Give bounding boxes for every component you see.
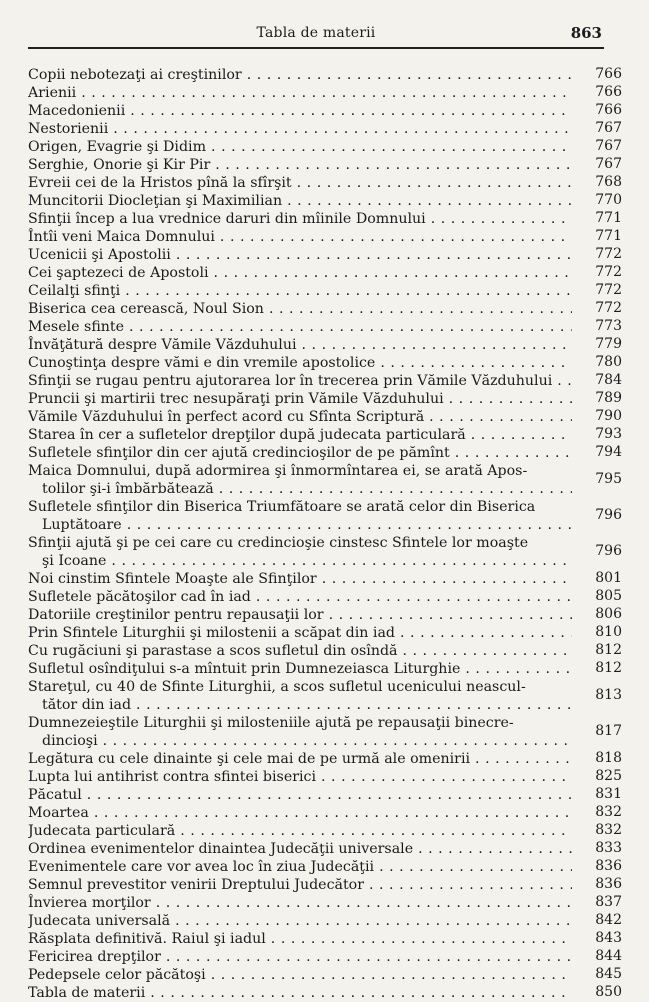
header-rule [28,47,604,49]
toc-entry-title: Sufletele sfinţilor din cer ajută credincioşilor de pe pămînt . . . [28,444,572,462]
toc-entry-page: 767 [595,156,622,172]
toc-entry-page: 789 [595,390,622,406]
toc-entry-title: Întîi veni Maica Domnului . . . [28,228,572,246]
toc-entry [28,336,622,354]
toc-entry [28,930,622,948]
toc-entry-title: Fericirea drepţilor . . . [28,948,572,966]
toc-entry [28,804,622,822]
toc-entry-page: 833 [595,840,622,856]
toc-entry [28,678,622,714]
toc-entry-page: 771 [595,210,622,226]
toc-entry-title: Datoriile creştinilor pentru repausaţii lor . . . [28,606,572,624]
toc-entry-title: Ordinea evenimentelor dinaintea Judecăţii universale . . . [28,840,572,858]
toc-entry [28,462,622,498]
toc-entry-page: 837 [595,894,622,910]
toc-entry-title: Evenimentele care vor avea loc în ziua Judecăţii . . . [28,858,572,876]
toc-entry-title-continuation: şi Icoane . . . [28,552,572,570]
toc-entry [28,192,622,210]
toc-entry-page: 796 [595,507,622,523]
toc-entry [28,138,622,156]
toc-entry-page: 832 [595,804,622,820]
toc-entry-title: Mesele sfinte . . . [28,318,572,336]
toc-entry [28,588,622,606]
toc-entry [28,534,622,570]
toc-entry [28,444,622,462]
toc-entry-page: 812 [595,642,622,658]
toc-entry [28,606,622,624]
toc-entry [28,984,622,1002]
toc-entry [28,210,622,228]
toc-entry-title: Muncitorii Diocleţian şi Maximilian . . . [28,192,572,210]
toc-entry [28,822,622,840]
toc-entry [28,426,622,444]
toc-entry-title: Maica Domnului, după adormirea şi înmormîntarea ei, se arată Apos- [28,463,528,479]
toc-entry-title: Moartea . . . [28,804,572,822]
toc-entry-page: 771 [595,228,622,244]
toc-entry-title: Pruncii şi martirii trec nesupăraţi prin Vămile Văzduhului . . . [28,390,572,408]
toc-entry-page: 818 [595,750,622,766]
toc-entry-page: 767 [595,120,622,136]
toc-entry-page: 796 [595,543,622,559]
toc-entry-title: Învăţătură despre Vămile Văzduhului . . . [28,336,572,354]
toc-entry [28,768,622,786]
toc-entry-page: 770 [595,192,622,208]
toc-entry [28,660,622,678]
toc-entry-page: 766 [595,66,622,82]
toc-entry-page: 784 [595,372,622,388]
toc-entry [28,390,622,408]
toc-entry-title-continuation: tolilor şi-i îmbărbătează . . . [28,480,572,498]
toc-entry [28,966,622,984]
toc-entry-page: 850 [595,984,622,1000]
toc-entry-page: 806 [595,606,622,622]
toc-entry-title: Stareţul, cu 40 de Sfinte Liturghii, a scos sufletul ucenicului neascul- [28,679,526,695]
table-of-contents [28,66,622,1002]
toc-entry-page: 772 [595,282,622,298]
toc-entry-page: 842 [595,912,622,928]
toc-entry-title: Semnul prevestitor venirii Dreptului Judecător . . . [28,876,572,894]
toc-entry-page: 844 [595,948,622,964]
toc-entry-title: Sufletele păcătoşilor cad în iad . . . [28,588,572,606]
toc-entry-title: Sfinţii încep a lua vrednice daruri din mîinile Domnului . . . [28,210,572,228]
toc-entry-title: Sufletele sfinţilor din Biserica Triumfătoare se arată celor din Biserica [28,499,536,515]
toc-entry [28,102,622,120]
toc-entry [28,84,622,102]
toc-entry-page: 772 [595,300,622,316]
toc-entry [28,570,622,588]
toc-entry-page: 812 [595,660,622,676]
toc-entry-page: 836 [595,876,622,892]
toc-entry-page: 766 [595,102,622,118]
toc-entry-title: Sufletul osîndiţului s-a mîntuit prin Dumnezeiasca Liturghie . . . [28,660,572,678]
toc-entry [28,300,622,318]
toc-entry-page: 831 [595,786,622,802]
toc-entry-page: 793 [595,426,622,442]
toc-entry-title-continuation: Luptătoare . . . [28,516,572,534]
toc-entry [28,264,622,282]
toc-entry [28,174,622,192]
toc-entry [28,120,622,138]
toc-entry-title: Lupta lui antihrist contra sfintei biserici . . . [28,768,572,786]
toc-entry [28,498,622,534]
toc-entry-title-continuation: dincioşi . . . [28,732,572,750]
toc-entry-title: Ucenicii şi Apostolii . . . [28,246,572,264]
toc-entry-page: 843 [595,930,622,946]
toc-entry-title: Starea în cer a sufletelor drepţilor după judecata particulară . . . [28,426,572,444]
toc-entry-page: 836 [595,858,622,874]
toc-entry [28,642,622,660]
toc-entry-page: 767 [595,138,622,154]
toc-entry-page: 825 [595,768,622,784]
toc-entry-title: Dumnezeieştile Liturghii şi milosteniile ajută pe repausaţii binecre- [28,715,514,731]
toc-entry [28,372,622,390]
toc-entry [28,156,622,174]
toc-entry-title: Prin Sfintele Liturghii şi milostenii a scăpat din iad . . . [28,624,572,642]
toc-entry-title: Păcatul . . . [28,786,572,804]
toc-entry [28,282,622,300]
toc-entry-title: Sfinţii ajută şi pe cei care cu credincioşie cinstesc Sfintele lor moaşte [28,535,529,551]
toc-entry-page: 780 [595,354,622,370]
toc-entry [28,714,622,750]
toc-entry [28,876,622,894]
toc-entry-page: 768 [595,174,622,190]
toc-entry [28,840,622,858]
toc-entry [28,858,622,876]
toc-entry-title: Ceilalţi sfinţi . . . [28,282,572,300]
toc-entry-page: 832 [595,822,622,838]
toc-entry-title-continuation: tător din iad . . . [28,696,572,714]
toc-entry-title: Pedepsele celor păcătoşi . . . [28,966,572,984]
toc-entry-page: 779 [595,336,622,352]
toc-entry [28,786,622,804]
toc-entry [28,246,622,264]
toc-entry-title: Legătura cu cele dinainte şi cele mai de pe urmă ale omenirii . . . [28,750,572,768]
toc-entry-title: Evreii cei de la Hristos pînă la sfîrşit . . . [28,174,572,192]
toc-entry-title: Tabla de materii . . . [28,984,572,1002]
running-title: Tabla de materii [256,25,376,41]
toc-entry-title: Noi cinstim Sfintele Moaşte ale Sfinţilor . . . [28,570,572,588]
toc-entry-page: 813 [595,687,622,703]
toc-entry-title: Macedonienii . . . [28,102,572,120]
toc-entry-title: Judecata particulară . . . [28,822,572,840]
toc-entry [28,624,622,642]
page-number: 863 [570,24,602,42]
toc-entry [28,66,622,84]
toc-entry-title: Origen, Evagrie şi Didim . . . [28,138,572,156]
toc-entry-page: 845 [595,966,622,982]
toc-entry-title: Biserica cea cerească, Noul Sion . . . [28,300,572,318]
toc-entry-title: Cunoştinţa despre vămi e din vremile apostolice . . . [28,354,572,372]
toc-entry-page: 773 [595,318,622,334]
toc-entry-title: Judecata universală . . . [28,912,572,930]
toc-entry-title: Nestorienii . . . [28,120,572,138]
toc-entry [28,228,622,246]
toc-entry-page: 772 [595,246,622,262]
toc-entry [28,408,622,426]
toc-entry-page: 790 [595,408,622,424]
toc-entry [28,948,622,966]
toc-entry-page: 801 [595,570,622,586]
toc-entry-page: 810 [595,624,622,640]
toc-entry-page: 805 [595,588,622,604]
toc-entry-title: Copii nebotezaţi ai creştinilor . . . [28,66,572,84]
toc-entry [28,894,622,912]
toc-entry-title: Învierea morţilor . . . [28,894,572,912]
toc-entry-page: 817 [595,723,622,739]
toc-entry-page: 772 [595,264,622,280]
toc-entry [28,318,622,336]
toc-entry-title: Vămile Văzduhului în perfect acord cu Sfînta Scriptură . . . [28,408,572,426]
toc-entry-page: 795 [595,471,622,487]
toc-entry-title: Serghie, Onorie şi Kir Pir . . . [28,156,572,174]
toc-entry-title: Cu rugăciuni şi parastase a scos sufletul din osîndă . . . [28,642,572,660]
toc-entry-title: Cei şaptezeci de Apostoli . . . [28,264,572,282]
toc-entry-title: Răsplata definitivă. Raiul şi iadul . . . [28,930,572,948]
toc-entry-title: Sfinţii se rugau pentru ajutorarea lor în trecerea prin Vămile Văzduhului . . . [28,372,572,390]
toc-entry-title: Arienii . . . [28,84,572,102]
page-header [26,24,606,46]
toc-entry [28,750,622,768]
toc-entry-page: 766 [595,84,622,100]
toc-entry [28,912,622,930]
toc-entry [28,354,622,372]
toc-entry-page: 794 [595,444,622,460]
